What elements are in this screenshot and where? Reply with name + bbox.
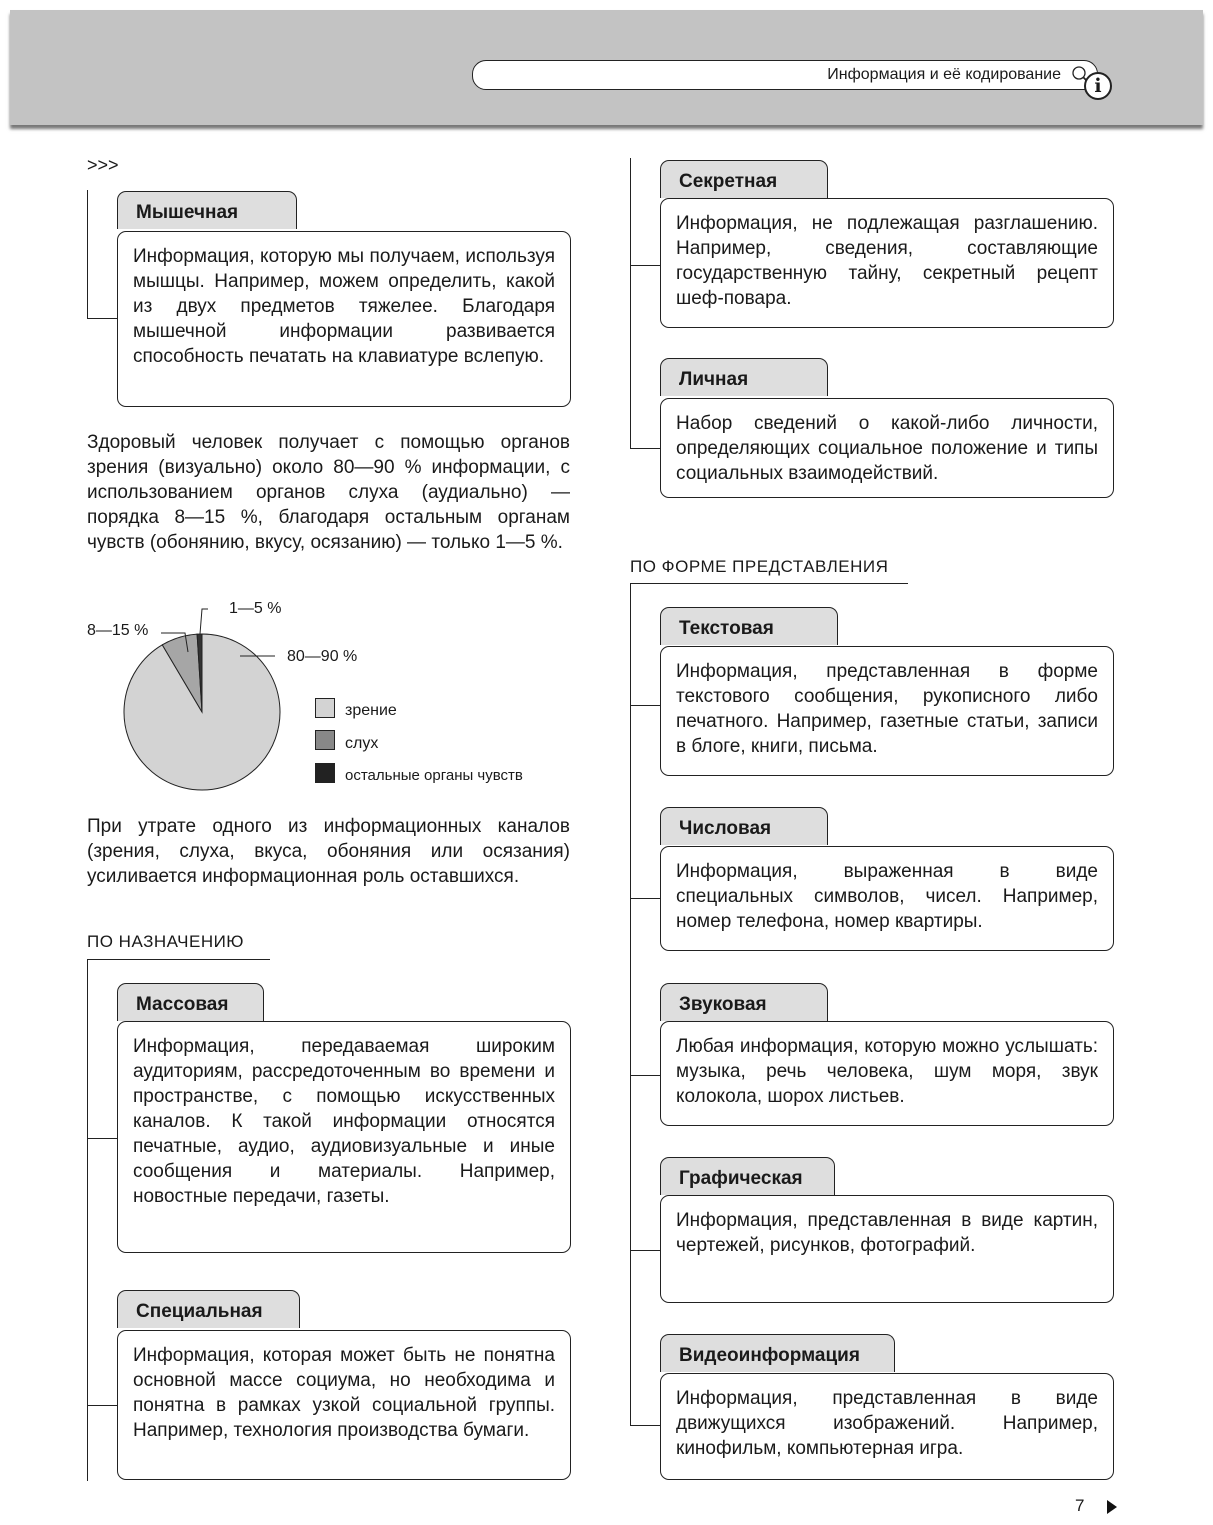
card-text: Информация, представленная в виде движущихся изображений. Например, кинофильм, компьютерная игра. [660,1373,1114,1480]
paragraph-channels: При утрате одного из информационных каналов (зрения, слуха, вкуса, обоняния или осязания) усиливается информационная роль оставшихся. [87,816,570,887]
connector-line [87,1405,117,1406]
connector-line [87,318,117,319]
card-title: Специальная [117,1290,300,1328]
connector-line [630,265,660,266]
card-title: Графическая [660,1157,835,1195]
connector-line [630,158,631,448]
card-title: Числовая [660,807,828,845]
connector-line [87,959,88,1481]
card-title: Массовая [117,983,264,1021]
legend-label-vision: зрение [345,702,397,719]
legend-swatch-other [315,763,335,783]
connector-line [630,1250,660,1251]
card-title: Звуковая [660,983,828,1021]
pie-label-hearing: 8—15 % [87,622,149,639]
card-text: Набор сведений о какой-либо личности, определяющих социальное положение и типы социальных взаимодействий. [660,398,1114,498]
connector-line [630,898,660,899]
connector-line [630,1075,660,1076]
pie-label-other: 1—5 % [229,600,282,617]
section-title-purpose: ПО НАЗНАЧЕНИЮ [87,932,244,951]
pie-label-vision: 80—90 % [287,648,358,665]
section-title-form: ПО ФОРМЕ ПРЕДСТАВЛЕНИЯ [630,557,889,576]
search-field[interactable] [472,60,1098,90]
card-text: Информация, которую мы получаем, используя мышцы. Например, можем определить, какой из двух предметов тяжелее. Благодаря мышечной информации развивается способность печатать на клавиатуре вслепую. [117,231,571,407]
connector-line [87,190,88,318]
connector-line [630,1425,660,1426]
continuation-mark: >>> [87,155,119,175]
connector-line [630,448,660,449]
card-title: Личная [660,358,828,396]
card-title: Видеоинформация [660,1334,895,1372]
card-text: Любая информация, которую можно услышать: музыка, речь человека, шум моря, звук колокола, шорох листьев. [660,1021,1114,1126]
card-title: Текстовая [660,607,838,645]
legend-label-hearing: слух [345,735,379,752]
legend-swatch-vision [315,698,335,718]
card-title: Секретная [660,160,828,198]
pie-leader-line [200,609,208,634]
divider [630,583,908,584]
connector-line [630,583,631,1425]
card-text: Информация, не подлежащая разглашению. Например, сведения, составляющие государственную тайну, секретный рецепт шеф-повара. [660,198,1114,328]
card-title: Мышечная [117,191,297,229]
card-text: Информация, которая может быть не понятна основной массе социума, но необходима и понятна в рамках узкой социальной группы. Например, технология производства бумаги. [117,1330,571,1480]
divider [87,959,270,960]
paragraph-perception: Здоровый человек получает с помощью органов зрения (визуально) около 80—90 % информации, с использованием органов слуха (аудиально) — порядка 8—15 %, благодаря остальным органам чувств (обонянию, вкусу, осязанию) — только 1—5 %. [87,432,570,553]
connector-line [87,1138,117,1139]
legend-swatch-hearing [315,730,335,750]
connector-line [630,705,660,706]
search-text: Информация и её кодирование [827,66,1061,83]
info-icon[interactable]: i [1084,72,1112,100]
legend-label-other: остальные органы чувств [345,767,523,784]
triangle-right-icon[interactable] [1106,1499,1118,1515]
card-text: Информация, представленная в виде картин, чертежей, рисунков, фотографий. [660,1195,1114,1303]
card-text: Информация, выраженная в виде специальных символов, чисел. Например, номер телефона, номер квартиры. [660,846,1114,951]
card-text: Информация, передаваемая широким аудиториям, рассредоточенным во времени и пространстве, с помощью искусственных каналов. К такой информации относятся печатные, аудио, аудиовизуальные и иные сообщения и материалы. Например, новостные передачи, газеты. [117,1021,571,1253]
page-number: 7 [1075,1496,1085,1515]
card-text: Информация, представленная в форме текстового сообщения, рукописного либо печатного. Например, газетные статьи, записи в блоге, книги, письма. [660,646,1114,776]
